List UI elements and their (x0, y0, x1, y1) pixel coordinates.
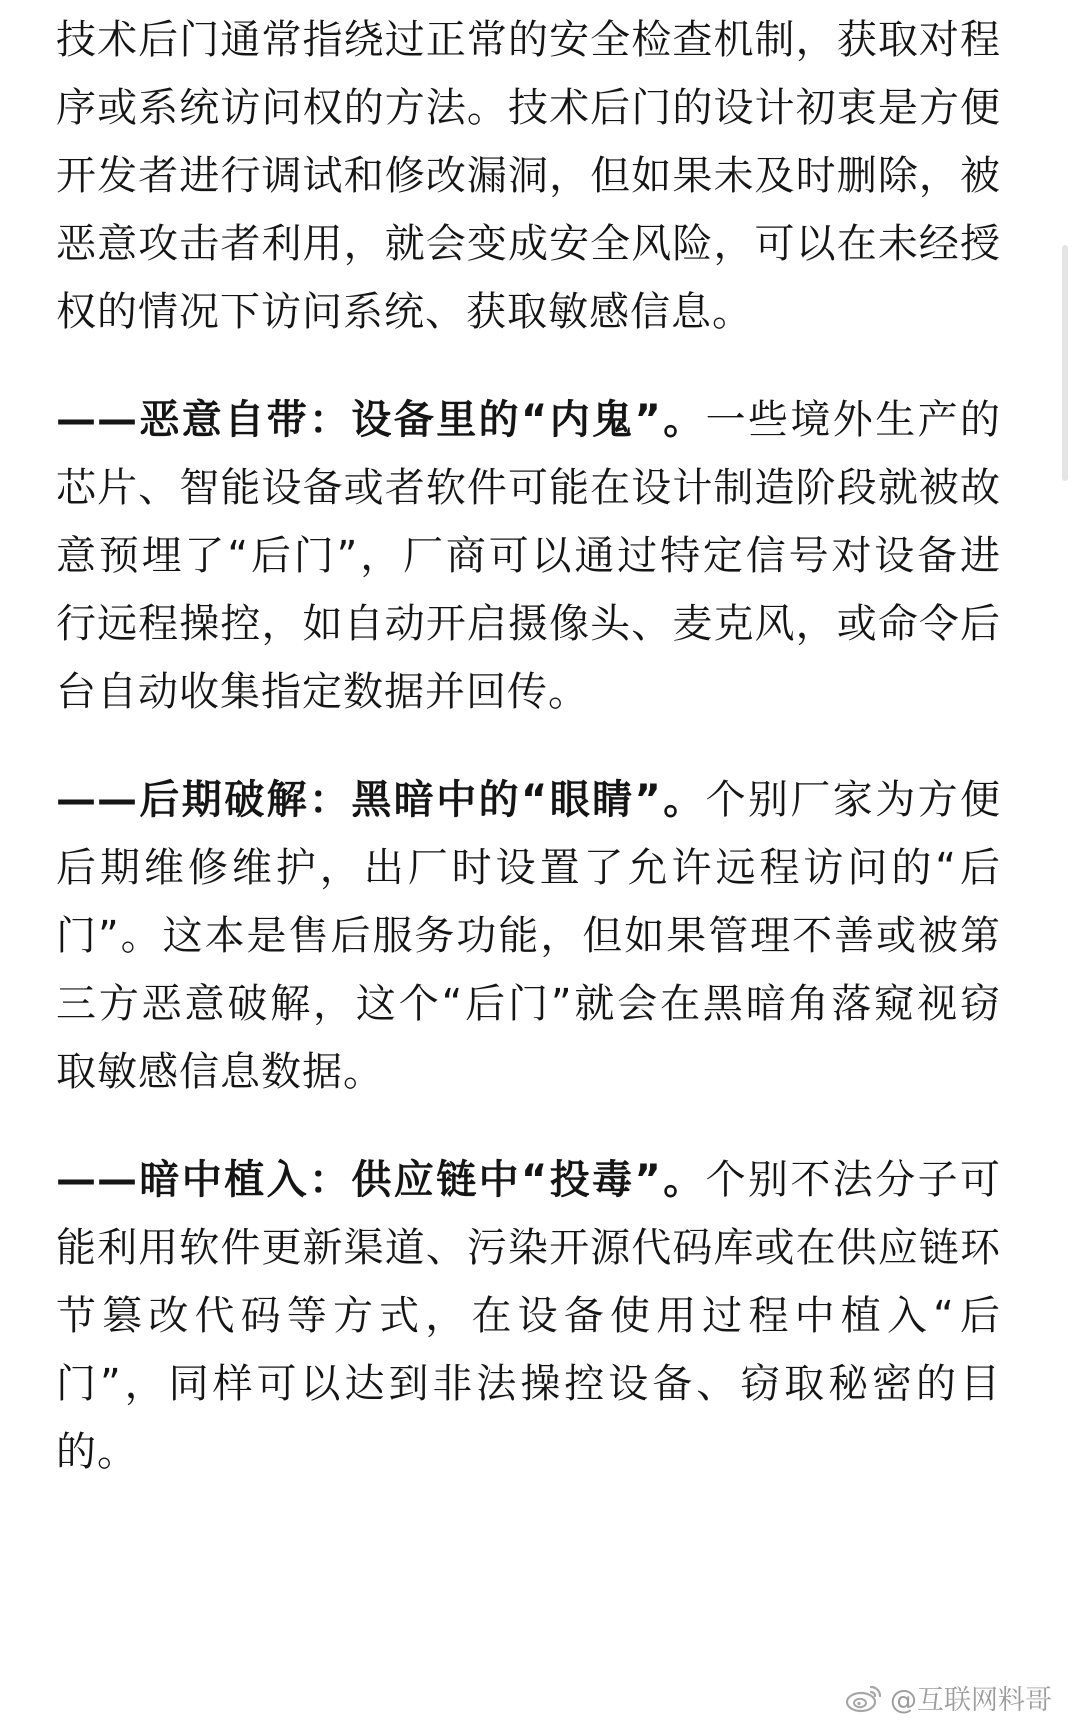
section-body-2: 个别厂家为方便后期维修维护，出厂时设置了允许远程访问的“后门”。这本是售后服务功能，但如果管理不善或被第三方恶意破解，这个“后门”就会在黑暗角落窥视窃取敏感信息数据。 (56, 777, 1001, 1095)
section-heading-1: ——恶意自带：设备里的“内鬼”。 (56, 397, 706, 443)
section-body-1: 一些境外生产的芯片、智能设备或者软件可能在设计制造阶段就被故意预埋了“后门”，厂商可以通过特定信号对设备进行远程操控，如自动开启摄像头、麦克风，或命令后台自动收集指定数据并回传。 (56, 397, 1001, 715)
section-paragraph-3 (56, 1146, 1001, 1486)
section-heading-2: ——后期破解：黑暗中的“眼睛”。 (56, 777, 706, 823)
intro-paragraph: 技术后门通常指绕过正常的安全检查机制，获取对程序或系统访问权的方法。技术后门的设计初衷是方便开发者进行调试和修改漏洞，但如果未及时删除，被恶意攻击者利用，就会变成安全风险，可以在未经授权的情况下访问系统、获取敏感信息。 (56, 17, 1001, 335)
scrollbar[interactable] (1062, 245, 1068, 481)
article-body (56, 6, 1001, 1526)
weibo-icon (844, 1683, 884, 1713)
section-paragraph-1 (56, 386, 1001, 726)
section-heading-3: ——暗中植入：供应链中“投毒”。 (56, 1157, 706, 1203)
watermark (844, 1678, 1052, 1717)
section-body-3: 个别不法分子可能利用软件更新渠道、污染开源代码库或在供应链环节篡改代码等方式，在设备使用过程中植入“后门”，同样可以达到非法操控设备、窃取秘密的目的。 (56, 1157, 1001, 1475)
watermark-text: @互联网料哥 (890, 1685, 1052, 1716)
section-paragraph-2 (56, 766, 1001, 1106)
